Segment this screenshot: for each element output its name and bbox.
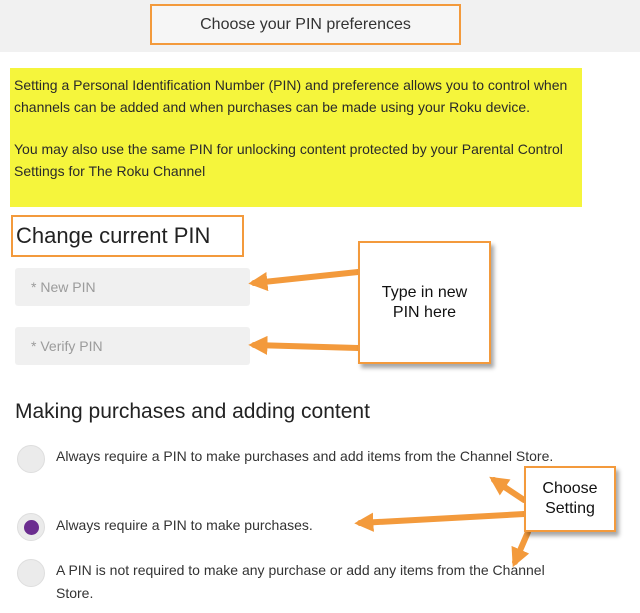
setting-hint-line-2: Setting bbox=[545, 500, 595, 517]
arrow-to-new-pin bbox=[254, 272, 358, 283]
pin-info-notice bbox=[10, 68, 582, 207]
radio-selected-dot bbox=[24, 520, 39, 535]
arrow-to-option-1 bbox=[494, 480, 524, 500]
purchase-option-1[interactable] bbox=[17, 445, 556, 473]
notice-paragraph-1: Setting a Personal Identification Number (PIN) and preference allows you to control when channels can be added and when purchases can be made using your Roku device. bbox=[14, 77, 568, 115]
purchases-section-heading: Making purchases and adding content bbox=[15, 400, 370, 423]
verify-pin-field[interactable] bbox=[15, 327, 250, 365]
purchase-option-2[interactable] bbox=[17, 513, 556, 541]
new-pin-field[interactable] bbox=[15, 268, 250, 306]
option-label: A PIN is not required to make any purchase or add any items from the Channel Store. bbox=[56, 562, 545, 601]
radio-always-require-pin-purchases-and-add[interactable] bbox=[17, 445, 45, 473]
purchase-option-3[interactable] bbox=[17, 559, 556, 605]
arrow-to-verify-pin bbox=[254, 345, 358, 348]
notice-paragraph-2: You may also use the same PIN for unlocking content protected by your Parental Control Settings for The Roku Channel bbox=[14, 141, 563, 179]
option-label: Always require a PIN to make purchases and add items from the Channel Store. bbox=[56, 448, 554, 464]
option-label: Always require a PIN to make purchases. bbox=[56, 517, 313, 533]
setting-hint-line-1: Choose bbox=[542, 480, 598, 497]
pin-hint-callout bbox=[358, 241, 491, 364]
setting-hint-callout bbox=[524, 466, 616, 532]
change-pin-heading: Change current PIN bbox=[11, 215, 244, 257]
pin-hint-line-2: PIN here bbox=[392, 303, 457, 321]
page-title: Choose your PIN preferences bbox=[150, 4, 461, 45]
radio-pin-not-required[interactable] bbox=[17, 559, 45, 587]
radio-always-require-pin-purchases[interactable] bbox=[17, 513, 45, 541]
pin-hint-line-1: Type in new bbox=[381, 283, 468, 301]
